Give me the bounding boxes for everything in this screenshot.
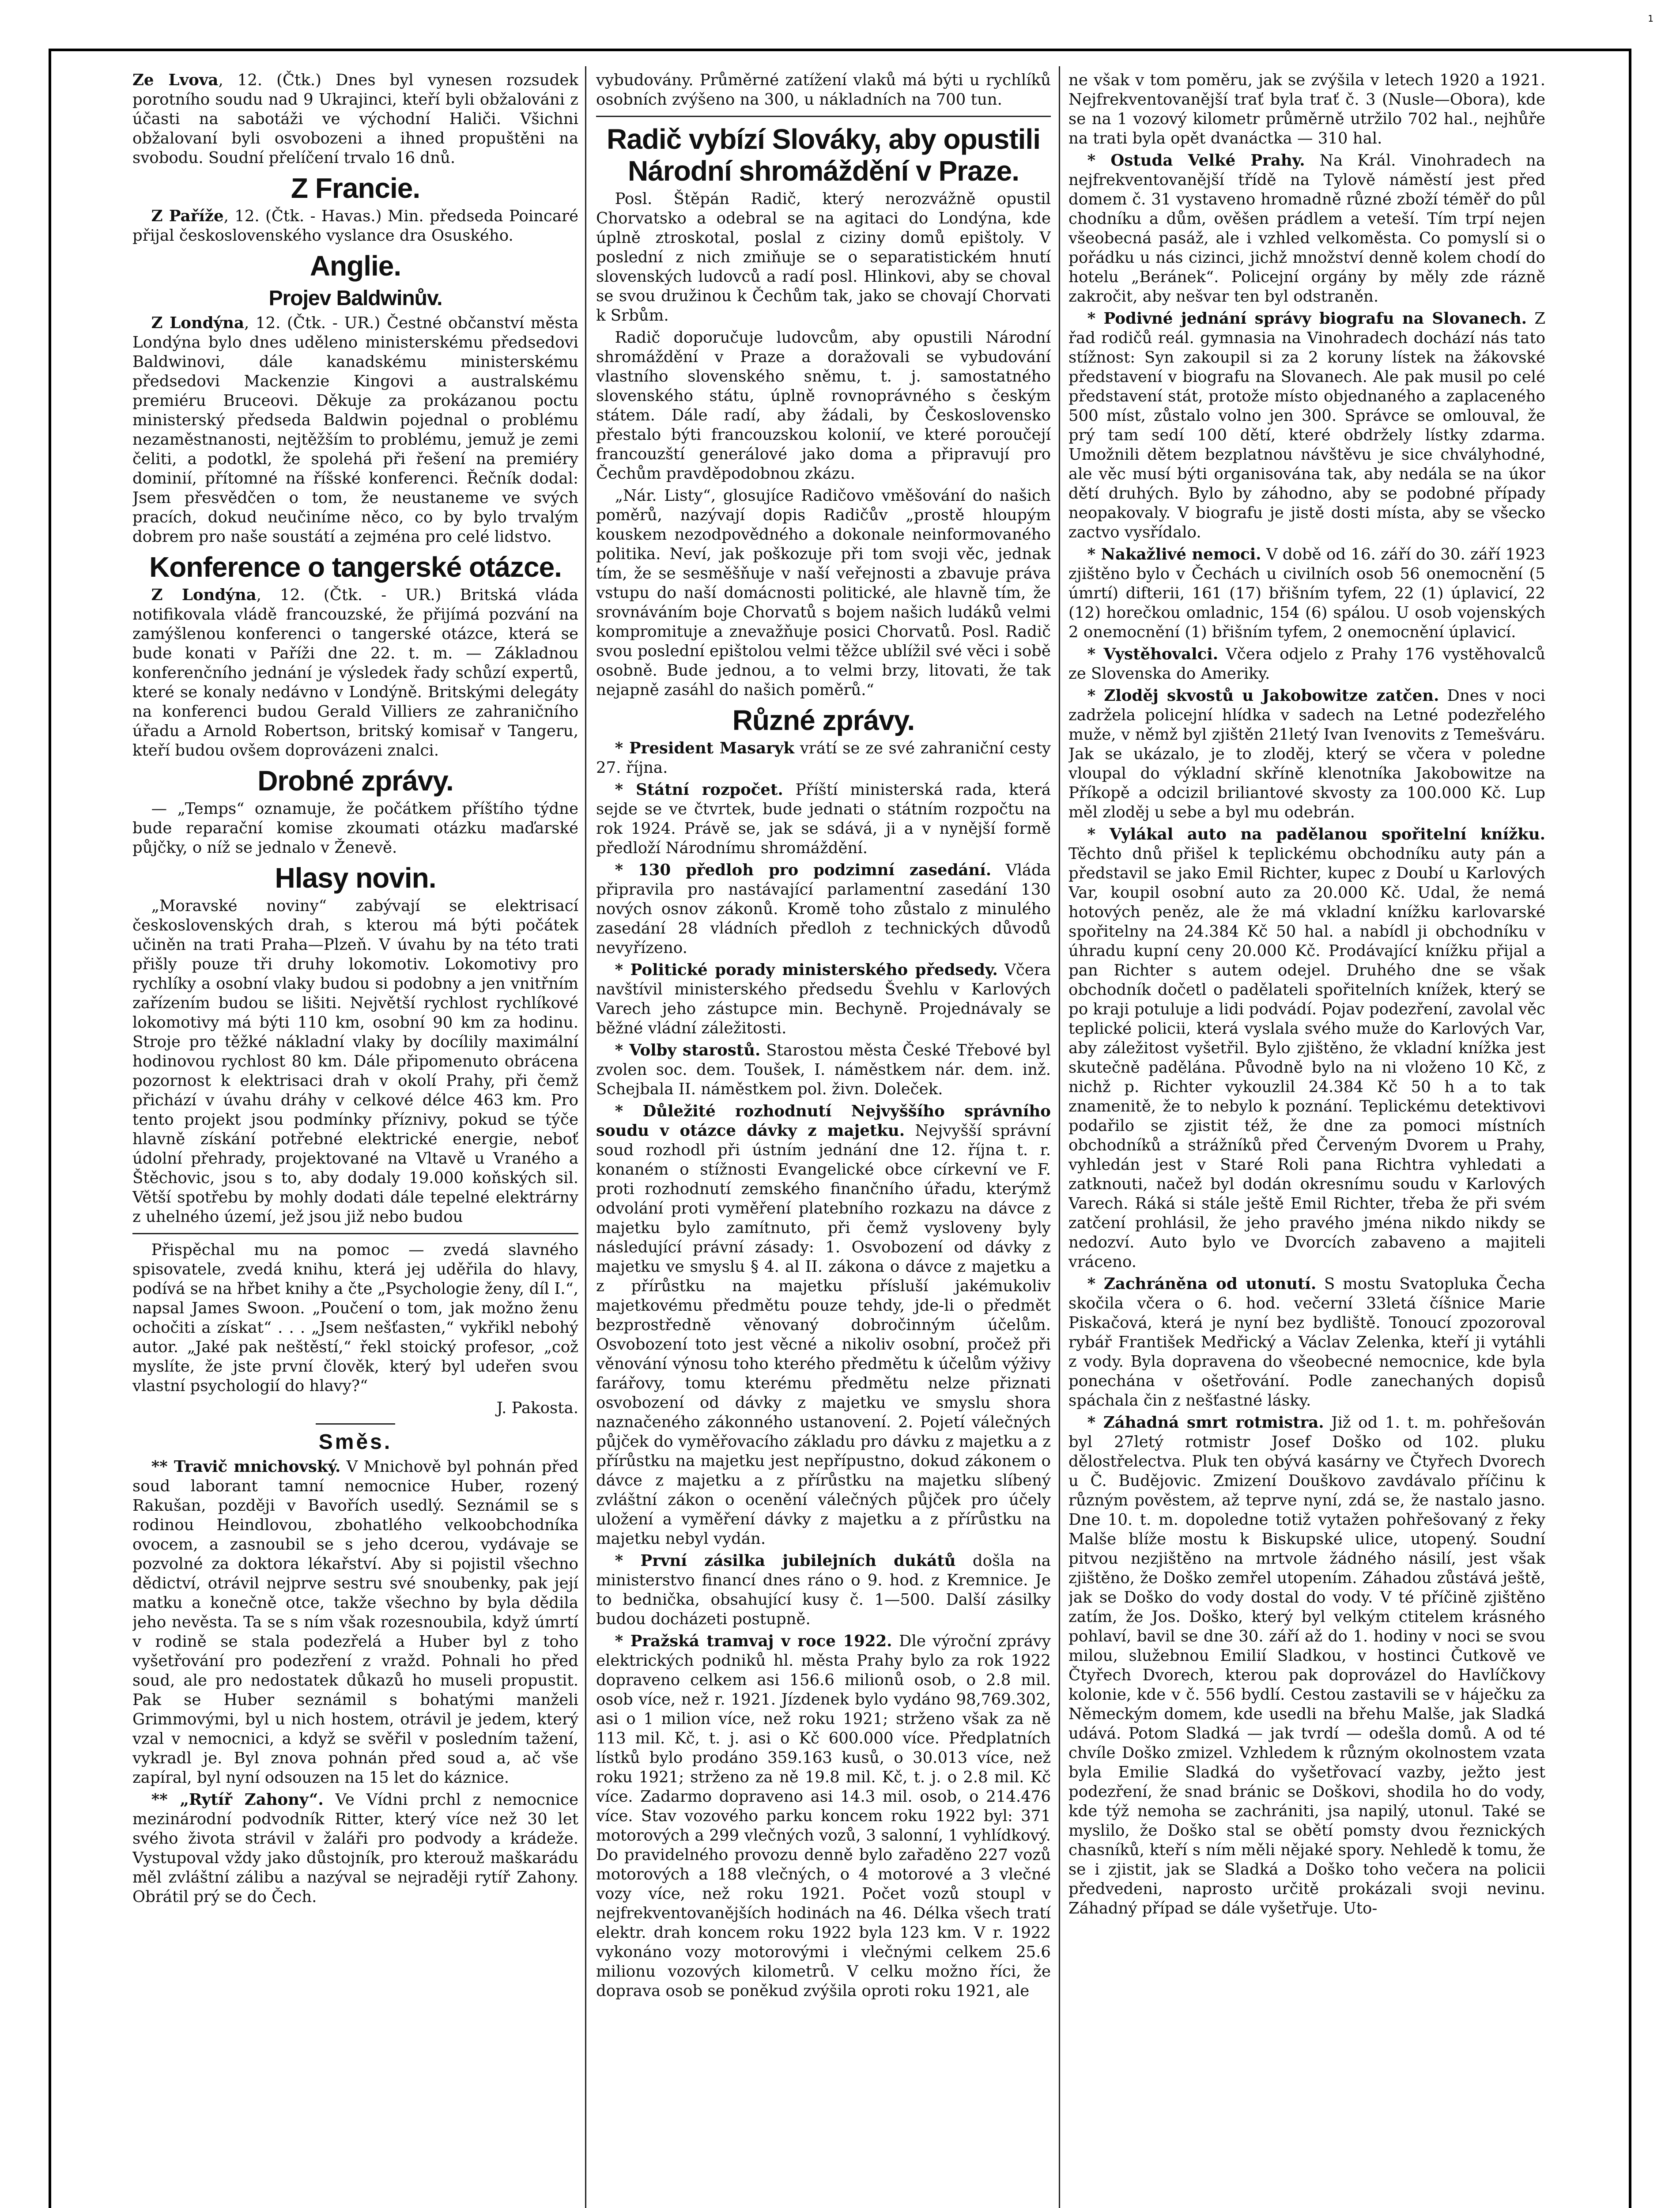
news-list	[1068, 151, 1545, 1918]
article-drobne: — „Temps“ oznamuje, že počátkem příštího týdne bude reparační komise zkoumati otázku maďarské půjčky, o níž se jednalo v Ženevě.	[132, 800, 578, 857]
article-text: Ve Vídni prchl z nemocnice mezinárodní podvodník Ritter, který více než 30 let svého života strávil v žaláři pro podvody a krádeže. Vystupoval vždy jako důstojník, pro kterouž maškarádu měl zvláštní zálibu a nazýval se nejraději rytíř Zahony. Obrátil prý se do Čech.	[132, 1791, 578, 1906]
section-heading: Různé zprávy.	[732, 704, 915, 736]
article-headline: Konference o tangerské otázce.	[149, 551, 562, 583]
news-title: * Ostuda Velké Prahy.	[1087, 151, 1305, 170]
news-text: Starostou města České Třebové byl zvolen soc. dem. Toušek, I. náměstkem nár. dem. inž. Schejbala II. náměstkem pol. živn. Doleček.	[596, 1041, 1051, 1098]
news-item	[1068, 545, 1545, 642]
divider	[316, 1423, 395, 1425]
news-title: * Záhadná smrt rotmistra.	[1087, 1414, 1324, 1432]
article-text: , 12. (Čtk.) Dnes byl vynesen rozsudek porotního soudu nad 9 Ukrajinci, kteří byli obžalováni z účasti na sabotáži ve východní Haliči. Všichni obžalovaní byli osvobozeni a ihned propuštěni na svobodu. Soudní přelíčení trvalo 16 dnů.	[132, 71, 578, 167]
news-item	[1068, 1413, 1545, 1918]
article-text: , 12. (Čtk. - UR.) Čestné občanství města Londýna bylo dnes uděleno ministerskému předsedovi Baldwinovi, dále kanadskému ministerskému předsedovi Mackenzie Kingovi a australskému premiéru Bruceovi. Děkuje za prokázanou poctu ministerský předseda Baldwin pojednal o problému nezaměstnanosti, nejtěžším to problému, jemuž je zemi čeliti, a podotkl, že spolehá při řešení na premiéry dominií, přítomné na říšské konferenci. Řečník dodal: Jsem přesvědčen o tom, že neustaneme ve svých pracích, dokud neučiníme něco, co by bylo trvalým dobrem pro naše soustátí a zejména pro celé lidstvo.	[132, 314, 578, 546]
news-text: Vláda připravila pro nastávající parlamentní zasedání 130 nových osnov zákonů. Kromě toho zůstalo z minulého zasedání 28 vládních předloh z technických důvodů nevyřízeno.	[596, 861, 1051, 957]
news-item	[1068, 151, 1545, 306]
section-heading: Anglie.	[310, 250, 401, 282]
news-title: * Politické porady ministerského předsedy.	[615, 961, 998, 979]
article-title: ** Travič mnichovský.	[151, 1458, 341, 1476]
news-title: * Pražská tramvaj v roce 1922.	[615, 1632, 892, 1650]
news-title: * Důležité rozhodnutí Nejvyššího správního soudu v otázce dávky z majetku.	[596, 1102, 1051, 1140]
divider	[596, 116, 1051, 117]
news-text: Nejvyšší správní soud rozhodl při ústním jednání dne 12. října t. r. konaném o stížnosti Evangelické obce církevní ve F. proti rozhodnutí zemského finančního úřadu, kterýmž odvolání proti vyměření platebního rozkazu na dávce z majetku bylo zamítnuto, při čemž vysloveny byly následující právní zásady: 1. Osvobození od dávky z majetku ve smyslu § 4. al II. zákona o dávce z majetku a z přírůstku na majetku přísluší jakémukoliv majetkovému předmětu pouze tehdy, jde-li o předmět bezprostředně věnovaný dobročinným účelům. Osvobození toto jest věcné a nikoliv osobní, pročež při věnování výnosu toho kterého předmětu k účelům výživy farářovy, tomu kterému předmětu nelze přiznati osvobození od dávky z majetku ve smyslu shora naznačeného zákonného ustanovení. 2. Pojetí válečných půjček do vyměřovacího základu pro dávku z majetku a z přírůstku na majetku jest nepřípustno, dokud zákonem o dávce z majetku a z přírůstku na majetku slíbený zvláštní zákon o ocenění válečných půjček pro účely uložení a vyměření dávky z majetku a z přírůstku na majetku nebyl vydán.	[596, 1122, 1051, 1548]
column-3	[1068, 71, 1545, 2208]
column-1	[132, 71, 578, 2208]
article-travic	[132, 1457, 578, 1788]
article-text: V Mnichově byl pohnán před soud laborant tamní nemocnice Huber, rozený Rakušan, později v Bavořích usedlý. Seznámil se s rodinou Heindlovou, zbohatlého velkoobchodníka ovocem, a zasnoubil se s jeho dcerou, vydávaje se pozvolné za doktora lékařství. Aby si pojistil všechno dědictví, otrávil nejprve sestru své snoubenky, pak její matku a konečně otce, takže všechno by byla dědila jeho nevěsta. Ta se s ním však rozesnoubila, když úmrtí v rodině se stala podezřelá a Huber byl z toho vyšetřování pro podezření z vražd. Pohnali ho před soud, ale pro nedostatek důkazů ho museli propustit. Pak se Huber seznámil s bohatými manželi Grimmovými, byl u nich hostem, otrávil je jedem, který vzal v nemocnici, a když se svěřil v posledním tažení, vykradl je. Byl znova pohnán před soud a, ač vše zapíral, byl nyní odsouzen na 15 let do káznice.	[132, 1458, 578, 1787]
article-paragraph: Radič doporučuje ludovcům, aby opustili Národní shromáždění v Praze a doražovali se vybudování vlastního slovenského sněmu, t. j. samostatného slovenského státu, úplně rovnoprávného s českým státem. Dále radí, aby žádali, by Československo přestalo býti francouzskou kolonií, ve které poroučejí francouzští generálové jako doma a připravují pro Čechům pravděpodobnou zkázu.	[596, 329, 1051, 483]
news-title: * Státní rozpočet.	[615, 781, 783, 799]
news-item	[1068, 309, 1545, 542]
section-heading: Hlasy novin.	[275, 862, 436, 894]
news-text: Včera navštívil ministerského předsedu Švehlu v Karlových Varech jeho zástupce min. Bechyně. Projednávaly se běžné vládní záležitosti.	[596, 961, 1051, 1037]
section-heading: Drobné zprávy.	[257, 765, 453, 797]
news-text: došla na ministerstvo financí dnes ráno o 9. hod. z Kremnice. Je to bednička, obsahující kusy č. 1—500. Další zásilky budou docházeti postupně.	[596, 1552, 1051, 1628]
article-paragraph: „Nár. Listy“, glosujíce Radičovo vměšování do našich poměrů, nazývají dopis Radičův „prostě hloupým kouskem nezodpovědného a dokonale neinformovaného politika. Neví, jak poškozuje při tom svoji věc, jednak tím, že se sesměšňuje v naší veřejnosti a zbavuje práva vstupu do naší domácnosti politické, ale hlavně tím, že srovnáváním boje Chorvatů s bojem našich ludáků velmi kompromituje a znevažňuje posici Chorvatů. Posl. Radič svou poslední epištolou velmi těžce ublížil své věci i sobě osobně. Bude jednou, a to velmi brzy, litovati, že tak nejapně zasáhl do našich poměrů.“	[596, 487, 1051, 699]
article-rytir	[132, 1790, 578, 1907]
article-headline: Radič vybízí Slováky, aby opustili Národní shromáždění v Praze.	[606, 123, 1041, 187]
feuilleton-excerpt: Přispěchal mu na pomoc — zvedá slavného spisovatele, zvedá knihu, která jej uděřila do hlavy, podívá se na hřbet knihy a čte „Psychologie ženy, díl I.“, napsal James Swoon. „Poučení o tom, jak možno ženu ochočiti a získat“ . . . „Jsem nešťasten,“ vykřikl nebohý autor. „Jaké pak neštěstí,“ řekl stoický profesor, „což myslíte, že jste první člověk, který byl udeřen svou vlastní psychologií do hlavy?“	[132, 1241, 578, 1395]
divider	[132, 1233, 578, 1234]
column-rule	[585, 66, 586, 2208]
article-baldwin	[132, 314, 578, 547]
news-list	[596, 739, 1051, 2001]
news-title: * 130 předloh pro podzimní zasedání.	[615, 861, 992, 879]
news-item	[596, 1102, 1051, 1549]
page-mark: 1	[1648, 13, 1654, 24]
news-text: Příští ministerská rada, která sejde se ve čtvrtek, bude jednati o státním rozpočtu na rok 1924. Právě se, jak se sdává, ji a v nynější formě předloží Národnímu shromáždění.	[596, 781, 1051, 857]
article-title: Z Londýna	[151, 586, 257, 604]
news-title: * Zloděj skvostů u Jakobowitze zatčen.	[1087, 687, 1439, 705]
news-item	[1068, 645, 1545, 684]
feuilleton-author: J. Pakosta.	[496, 1399, 578, 1417]
column-2	[596, 71, 1051, 2208]
news-item	[1068, 825, 1545, 1272]
news-item	[1068, 686, 1545, 822]
news-item	[596, 1632, 1051, 2001]
article-hlasy: „Moravské noviny“ zabývají se elektrisací československých drah, s kterou má býti počátek učiněn na trati Praha—Plzeň. V úvahu by na této trati přišly pouze tři druhy lokomotiv. Lokomotivy pro rychlíky a osobní vlaky budou si podobny a jen vnitřním zařízením budou se lišiti. Největší rychlost rychlíkové lokomotivy má býti 110 km, osobní 90 km za hodinu. Stroje pro těžké nákladní vlaky by docílily maximální hodinovou rychlost 80 km. Dále připomenuto obrácena pozornost k elektrisaci drah v okolí Prahy, při čemž přichází v úvahu dráhy v celkové délce 463 km. Pro tento projekt jsou podmínky příznivy, pokud se týče hlavně získání potřebné elektrické energie, neboť údolní přehrady, projektované na Vltavě u Vraného a Štěchovic, jsou s to, aby dodaly 19.000 koňských sil. Větší spotřebu by mohly dodati dále tepelné elektrárny z uhelného území, jež jsou již nebo budou	[132, 897, 578, 1226]
article-title: ** „Rytíř Zahony“.	[151, 1791, 324, 1809]
column-rule	[1059, 66, 1060, 2208]
article-headline: Projev Baldwinův.	[268, 287, 442, 310]
news-text: S mostu Svatopluka Čecha skočila včera o 6. hod. večerní 33letá číšnice Marie Piskačová, která je nyní bez bydliště. Tonoucí zpozoroval rybář František Medřický a Václav Zelenka, kteří ji vytáhli z vody. Byla dopravena do všeobecné nemocnice, kde byla ponechána v ošetřování. Podle zanechaných dopisů spáchala čin z nešťastné lásky.	[1068, 1275, 1545, 1410]
section-heading: Z Francie.	[291, 172, 420, 204]
article-lvov	[132, 71, 578, 168]
news-item	[596, 739, 1051, 778]
news-item	[596, 960, 1051, 1038]
news-item	[596, 1041, 1051, 1099]
news-text: Z řad rodičů reál. gymnasia na Vinohradech dochází nás tato stížnost: Syn zakoupil si za 2 koruny lístek na žákovské představení v biografu na Slovanech. Ale pak musil po celé představení stát, protože místo objednaného a zaplaceného 500 míst, zůstalo volno jen 300. Správce se omlouval, že prý tam sedí 100 dětí, které obdržely lístky zdarma. Umožnili dětem bezplatnou návštěvu je sice chvályhodné, ale věc musí býti organisována tak, aby nedála se na úkor dětí druhých. Bylo by záhodno, aby se podobné případy neopakovaly. V biografu je jistě dosti místa, aby se všecko zactvo vysřídalo.	[1068, 310, 1545, 541]
article-text: , 12. (Čtk. - UR.) Britská vláda notifikovala vládě francouzské, že přijímá pozvání na zamýšlenou konferenci o tangerské otázce, která se bude konati v Paříži dne 22. t. m. — Základnou konferenčního jednání je výsledek řady schůzí expertů, které se konaly nedávno v Londýně. Britskými delegáty na konferenci budou Gerald Villiers ze zahraničního úřadu a Arnold Robertson, britský komisař v Tangeru, kteří budou ovšem doprovázeni znalci.	[132, 586, 578, 760]
news-text: Včera odjelo z Prahy 176 vystěhovalců ze Slovenska do Ameriky.	[1068, 645, 1545, 683]
news-item	[596, 1551, 1051, 1629]
article-tanger	[132, 586, 578, 760]
news-text: Dnes v noci zadržela policejní hlídka v sadech na Letné podezřelého muže, v němž byl zjištěn 21letý Ivan Ivenovits z Temešváru. Jak se ukázalo, je to zloděj, který se včera v poledne vloupal do výkladní skříně klenotníka Jakobowitze na Příkopě a odcizil briliantové skvosty za 100.000 Kč. Lup měl zloděj u sebe a byl mu odebrán.	[1068, 687, 1545, 821]
news-text: Dle výroční zprávy elektrických podniků hl. města Prahy bylo za rok 1922 dopraveno celkem asi 156.6 milionů osob, o 2.8 mil. osob více, než r. 1921. Jízdenek bylo vydáno 98,769.302, asi o 1 milion více, než roku 1921; strženo však za ně 113 mil. Kč, t. j. asi o Kč 600.000 více. Předplatních lístků bylo prodáno 359.163 kusů, o 30.013 více, než roku 1921; strženo za ně 19.8 mil. Kč, t. j. o 2.8 mil. Kč více. Zadarmo dopraveno asi 14.3 mil. osob, o 214.476 více. Stav vozového parku koncem roku 1922 byl: 371 motorových a 299 vlečných vozů, 3 salonní, 1 vyhlídkový. Do pravidelného provozu denně bylo zařaděno 227 vozů motorových a 188 vlečných, o 4 motorové a 3 vlečné vozy více, než roku 1921. Počet vozů stoupl v nejfrekventovanějších hodinách na 46. Délka všech tratí elektr. drah koncem roku 1922 byla 123 km. V r. 1922 vykonáno vozy motorovými i vlečnými celkem 25.6 milionu vozových kilometrů. V celku možno říci, že doprava osob se poněkud zvýšila oproti roku 1921, ale	[596, 1632, 1051, 2000]
news-item	[1068, 1274, 1545, 1410]
news-text: Těchto dnů přišel k teplickému obchodníku auty pán a představil se jako Emil Richter, kupec z Doubí u Karlových Var, koupil osobní auto za 20.000 Kč. Udal, že nemá hotových peněz, ale že má vkladní knížku karlovarské spořitelny na 24.384 Kč 50 hal. a nabídl ji obchodníku v úhradu kupní ceny 20.000 Kč. Prodávající knížku přijal a pan Richter s autem odejel. Druhého dne se však obchodník dočetl o padělateli spořitelních knížek, který se po kraji potuluje a lidi podvádí. Pojav podezření, zavolal věc teplické policii, která vyslala svého muže do Karlových Var, aby záležitost vyšetřil. Bylo zjištěno, že vkladní knížka jest skutečně padělána. Původně bylo na ni vloženo 10 Kč, z nichž p. Richter vykouzlil 24.384 Kč 50 h a to tak znamenitě, že to nebylo k poznání. Teplickému detektivovi podařilo se zjistit též, že dne za pomoci místních obchodníků a strážníků před Červeným Dvorem u Prahy, vyhledán jest v Staré Roli pana Richtra vyhledati a zatknouti, načež byl dodán okresnímu soudu v Karlových Varech. Ráká si stále ještě Emil Richter, třeba že při svém zatčení prohlásil, že jeho pravého jména nikdo nikdy se nedozví. Auto bylo ve Dvorcích zabaveno a majiteli vráceno.	[1068, 845, 1545, 1271]
news-title: * První zásilka jubilejních dukátů	[615, 1552, 956, 1570]
article-text: , 12. (Čtk. - Havas.) Min. předseda Poincaré přijal československého vyslance dra Osuského.	[132, 207, 578, 245]
article-title: Z Paříže	[151, 207, 224, 225]
article-continuation: vybudovány. Průměrné zatížení vlaků má býti u rychlíků osobních zvýšeno na 300, u nákladních na 700 tun.	[596, 71, 1051, 109]
article-title: Z Londýna	[151, 314, 244, 332]
news-title: * President Masaryk	[615, 739, 795, 757]
news-title: * Podivné jednání správy biografu na Slovanech.	[1087, 310, 1527, 328]
section-heading: Směs.	[318, 1430, 393, 1454]
article-francie	[132, 207, 578, 246]
news-title: * Vylákal auto na padělanou spořitelní knížku.	[1087, 825, 1545, 843]
news-item	[596, 780, 1051, 858]
news-title: * Vystěhovalci.	[1087, 645, 1219, 663]
news-text: Na Král. Vinohradech na nejfrekventovanější třídě na Tylově náměstí jest před domem č. 31 vystaveno hromadně různé zboží téměř do půl chodníku a dům, ověšen prádlem a veteší. Tím trpí nejen všeobecná pasáž, ale i vzhled velkoměsta. Co pomyslí si o pořádku u nás cizinci, jichž množství denně kolem chodí do hotelu „Beránek“. Policejní orgány by měly zde rázně zakročit, aby nešvar ten byl odstraněn.	[1068, 151, 1545, 306]
news-text: Již od 1. t. m. pohřešován byl 27letý rotmistr Josef Doško od 102. pluku dělostřelectva. Pluk ten obývá kasárny ve Čtyřech Dvorech u Č. Budějovic. Zmizení Douškovo zavdávalo příčinu k různým pověstem, až teprve nyní, zdá se, že nastalo jasno. Dne 10. t. m. dopoledne totiž vytažen pohřešovaný z řeky Malše blíže mostu k Biskupské ulice, utopený. Soudní pitvou nezjištěno na mrtvole žádného násilí, jest však zjištěno, že Doško zemřel utopením. Záhadou zůstává ještě, jak se Doško do vody dostal do vody. V té příčině zjištěno zatím, že Jos. Doško, který byl velkým ctitelem krásného pohlaví, bavil se dne 30. září až do 1. hodiny v noci se svou milou, služebnou Emilií Sladkou, v hostinci Čutkově ve Čtyřech Dvorech, kterou pak doprovázel do Havlíčkovy kolonie, kde v č. 556 bydlí. Cestou zastavili se v háječku za Německým domem, kde usedli na břehu Malše, jak Sladká udává. Potom Sladká — jak tvrdí — odešla domů. A od té chvíle Doško zmizel. Vzhledem k různým okolnostem vzata byla Emilie Sladká do vyšetřovací vazby, ježto jest podezření, že snad bránic se Doškovi, shodila ho do vody, kde týž nemoha se zachrániti, jsa napilý, utonul. Také se myslilo, že Doško stal se obětí pomsty dvou řeznických chasníků, kteří s ním měli nějaké spory. Nehledě k tomu, že se i zjistit, jak se Sladká a Doško toho večera na policii předvedeni, naprosto určitě prokázali svoji nevinu. Záhadný případ se dále vyšetřuje. Uto-	[1068, 1414, 1545, 1917]
article-paragraph: Posl. Štěpán Radič, který nerozvážně opustil Chorvatsko a odebral se na agitaci do Londýna, kde úplně ztroskotal, poslal z ciziny domů epištoly. V poslední z nich zmiňuje se o separatistickém hnutí slovenských ludovců a radí posl. Hlinkovi, aby se choval se svou družinou k Čechům tak, jako se chovají Chorvati k Srbům.	[596, 190, 1051, 325]
news-text: vrátí se ze své zahraniční cesty 27. října.	[596, 739, 1051, 777]
news-title: * Nakažlivé nemoci.	[1087, 545, 1261, 563]
article-title: Ze Lvova	[132, 71, 219, 89]
news-title: * Zachráněna od utonutí.	[1087, 1275, 1317, 1293]
news-title: * Volby starostů.	[615, 1041, 761, 1059]
article-continuation: ne však v tom poměru, jak se zvýšila v letech 1920 a 1921. Nejfrekventovanější trať byla trať č. 3 (Nusle—Obora), kde se na 1 vozový kilometr průměrně utržilo 702 hal., nejhůře na trati byla opět dvanáctka — 310 hal.	[1068, 71, 1545, 147]
news-item	[596, 861, 1051, 958]
news-text: V době od 16. září do 30. září 1923 zjištěno bylo v Čechách u civilních osob 56 onemocnění (5 úmrtí) difterii, 161 (17) břišním tyfem, 22 (1) úplavicí, 22 (12) horečkou omladnic, 154 (6) spálou. U osob vojenských 2 onemocnění (1) břišním tyfem, 2 onemocnění úplavicí.	[1068, 545, 1545, 641]
